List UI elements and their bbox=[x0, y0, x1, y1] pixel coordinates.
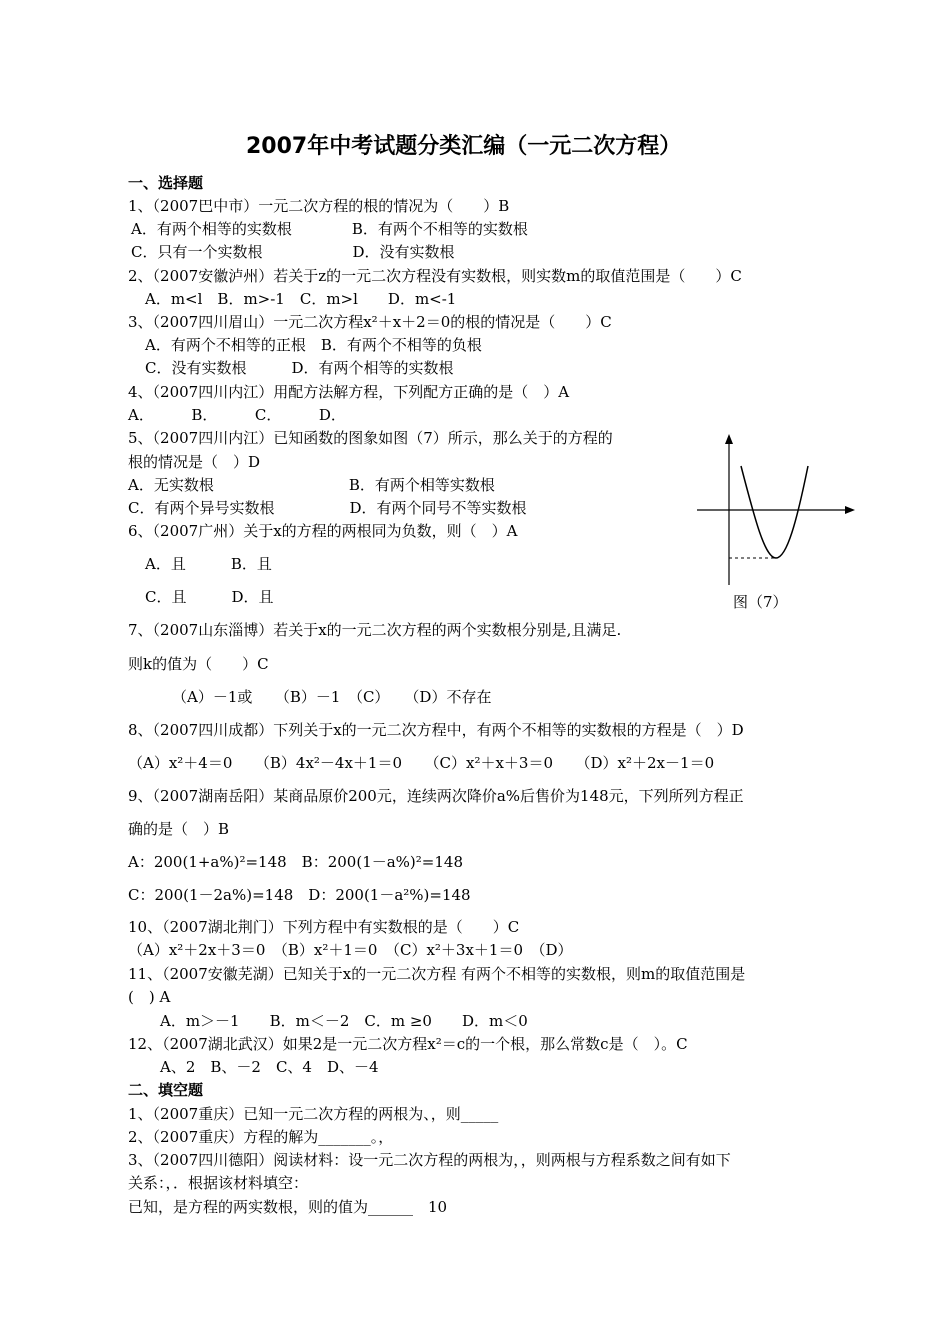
figure-caption: 图（7） bbox=[733, 593, 788, 611]
section-heading-choice: 一、选择题 bbox=[128, 174, 204, 192]
question-10: 10、（2007湖北荆门）下列方程中有实数根的是（ ）C bbox=[128, 918, 520, 936]
question-9: 9、（2007湖南岳阳）某商品原价200元，连续两次降价a%后售价为148元，下列所列方程正 bbox=[128, 787, 744, 805]
fill-question-3: 3、（2007四川德阳）阅读材料：设一元二次方程的两根为，，则两根与方程系数之间有如下 bbox=[128, 1151, 731, 1169]
q2-options: A．m<l B．m>-1 C．m>l D．m<-1 bbox=[145, 290, 457, 308]
question-3: 3、（2007四川眉山）一元二次方程x²＋x＋2＝0的根的情况是（ ）C bbox=[128, 313, 612, 331]
question-5: 5、（2007四川内江）已知函数的图象如图（7）所示，那么关于的方程的 bbox=[128, 429, 613, 447]
question-1: 1、（2007巴中市）一元二次方程的根的情况为（ ）B bbox=[128, 197, 510, 215]
page-title: 2007年中考试题分类汇编（一元二次方程） bbox=[246, 134, 682, 159]
question-9-cont: 确的是（ ）B bbox=[128, 820, 230, 838]
q6-options-ab: A．且 B．且 bbox=[145, 555, 272, 573]
question-5-cont: 根的情况是（ ）D bbox=[128, 453, 261, 471]
question-6: 6、（2007广州）关于x的方程的两根同为负数，则（ ）A bbox=[128, 522, 518, 540]
y-axis-arrow bbox=[725, 434, 733, 444]
q4-options: A． B． C． D． bbox=[128, 406, 346, 424]
question-8: 8、（2007四川成都）下列关于x的一元二次方程中，有两个不相等的实数根的方程是（ ）D bbox=[128, 721, 744, 739]
question-7-cont: 则k的值为（ ）C bbox=[128, 655, 269, 673]
x-axis-arrow bbox=[845, 506, 855, 514]
q12-options: A、2 B、－2 C、4 D、－4 bbox=[160, 1058, 379, 1076]
parabola-curve bbox=[741, 466, 808, 558]
q3-options-cd: C．没有实数根 D．有两个相等的实数根 bbox=[145, 359, 454, 377]
fill-question-3-task: 已知，是方程的两实数根，则的值为______ 10 bbox=[128, 1198, 448, 1216]
fill-question-2: 2、（2007重庆）方程的解为_______。， bbox=[128, 1128, 394, 1146]
q9-options-cd: C：200(1－2a%)=148 D：200(1－a²%)=148 bbox=[128, 886, 471, 904]
question-11-cont: ( ) A bbox=[128, 988, 171, 1006]
section-heading-fill: 二、填空题 bbox=[128, 1081, 204, 1099]
q1-options-ab: A．有两个相等的实数根 B．有两个不相等的实数根 bbox=[131, 220, 528, 238]
question-12: 12、（2007湖北武汉）如果2是一元二次方程x²＝c的一个根，那么常数c是（ ）。C bbox=[128, 1035, 688, 1053]
question-7: 7、（2007山东淄博）若关于x的一元二次方程的两个实数根分别是,且满足. bbox=[128, 621, 622, 639]
q8-options: （A）x²＋4＝0 （B）4x²－4x＋1＝0 （C）x²＋x＋3＝0 （D）x²＋2x－1＝0 bbox=[128, 754, 715, 772]
q3-options-ab: A．有两个不相等的正根 B．有两个不相等的负根 bbox=[145, 336, 482, 354]
q10-options: （A）x²＋2x＋3＝0 （B）x²＋1＝0 （C）x²＋3x＋1＝0 （D） bbox=[128, 941, 573, 959]
q5-options-ab: A．无实数根 B．有两个相等实数根 bbox=[128, 476, 495, 494]
question-11: 11、（2007安徽芜湖）已知关于x的一元二次方程 有两个不相等的实数根，则m的取值范围是 bbox=[128, 965, 746, 983]
q1-options-cd: C．只有一个实数根 D．没有实数根 bbox=[131, 243, 455, 261]
fill-question-1: 1、（2007重庆）已知一元二次方程的两根为、，则_____ bbox=[128, 1105, 499, 1123]
question-2: 2、（2007安徽泸州）若关于z的一元二次方程没有实数根，则实数m的取值范围是（ ）C bbox=[128, 267, 742, 285]
q11-options: A．m＞－1 B．m＜－2 C．m ≥0 D．m＜0 bbox=[160, 1012, 528, 1030]
q5-options-cd: C．有两个异号实数根 D．有两个同号不等实数根 bbox=[128, 499, 527, 517]
q7-options: （A）－1或 （B）－1 （C） （D）不存在 bbox=[172, 688, 492, 706]
q9-options-ab: A：200(1+a%)²=148 B：200(1－a%)²=148 bbox=[128, 853, 463, 871]
function-graph-figure bbox=[693, 430, 858, 615]
q6-options-cd: C．且 D．且 bbox=[145, 588, 274, 606]
question-4: 4、（2007四川内江）用配方法解方程，下列配方正确的是（ ）A bbox=[128, 383, 570, 401]
fill-question-3-cont: 关系：，．根据该材料填空： bbox=[128, 1174, 309, 1192]
